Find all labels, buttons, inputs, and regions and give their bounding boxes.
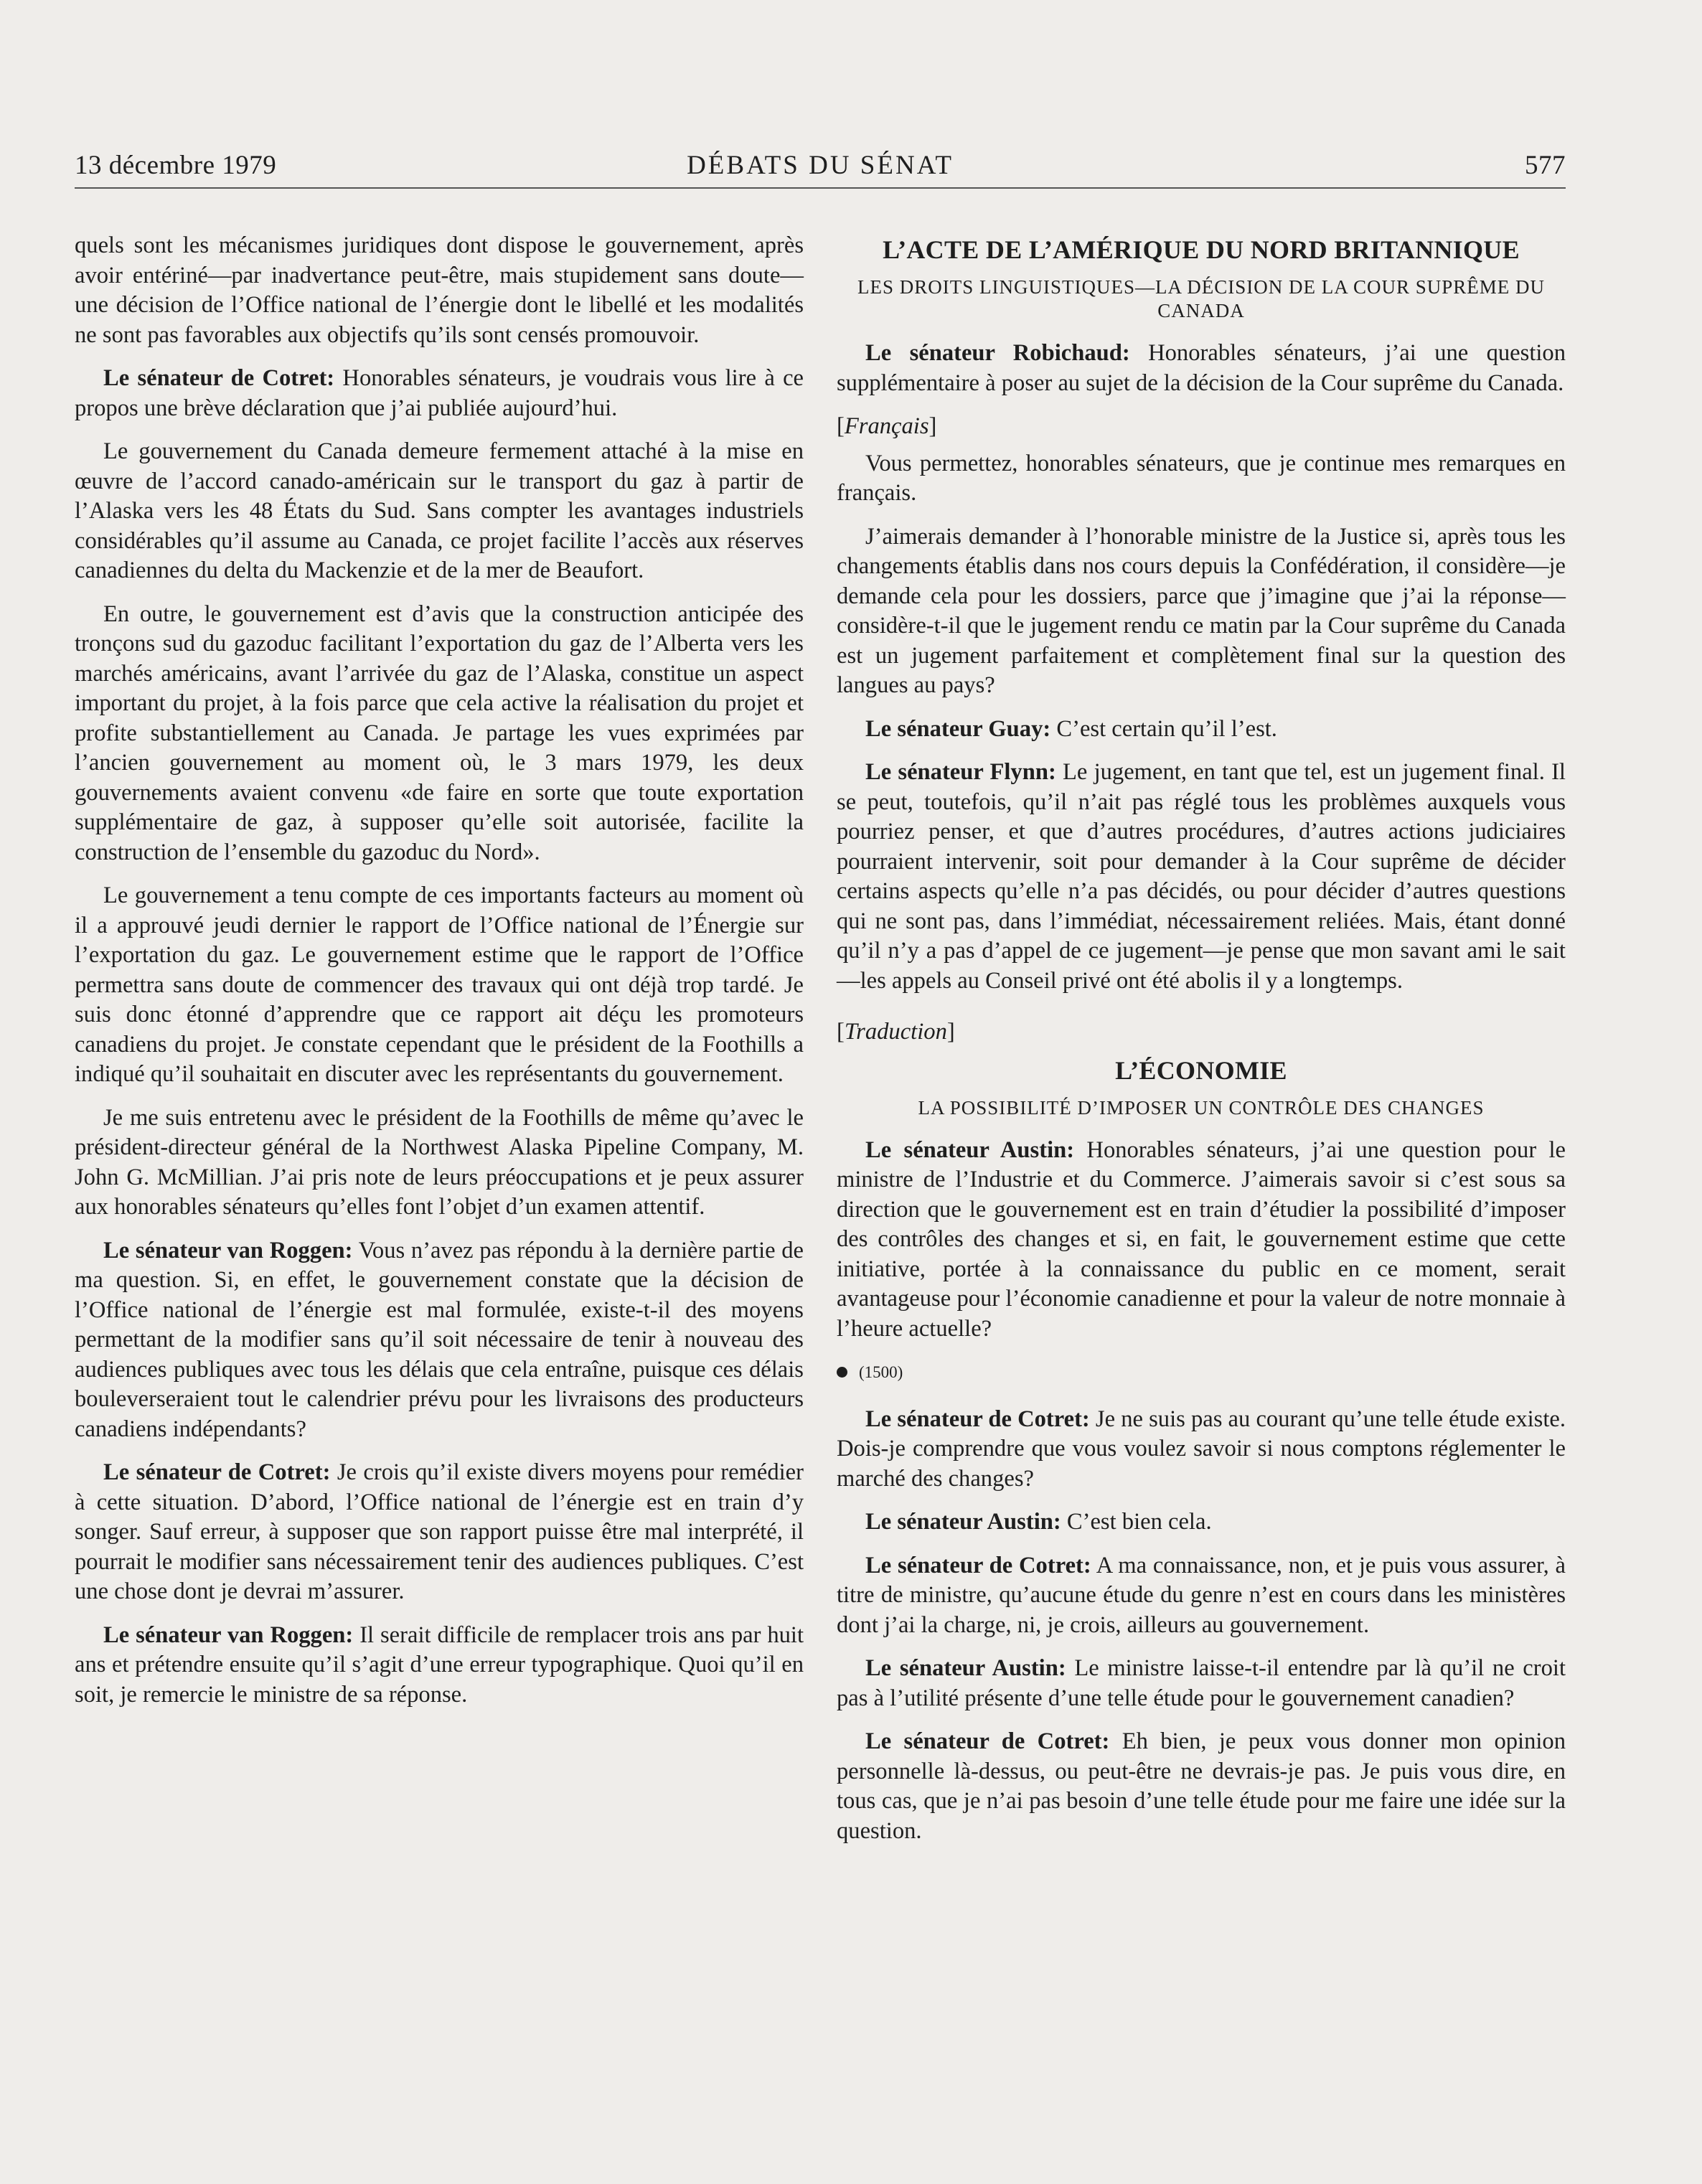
bullet-dot-icon: [837, 1367, 847, 1378]
paragraph: [837, 1136, 1566, 1345]
speech-text: Eh bien, je peux vous donner mon opinion personnelle là-dessus, ou peut-être ne devrais-je pas. Je puis vous dire, en tous cas, que je n’ai pas besoin d’une telle étude pour me faire une idée sur la question.: [837, 1728, 1566, 1844]
header-title: DÉBATS DU SÉNAT: [687, 151, 954, 180]
speaker-name: Le sénateur de Cotret:: [103, 1459, 331, 1485]
speaker-name: Le sénateur Guay:: [865, 715, 1051, 742]
speech-text: Vous n’avez pas répondu à la dernière partie de ma question. Si, en effet, le gouvernement constate que la décision de l’Office national de l’énergie est mal formulée, existe-t-il des moyens permettant de la modifier sans qu’il soit nécessaire de tenir à nouveau des audiences publiques avec tous les délais que cela entraîne, puisque ces délais bouleverseraient tout le calendrier prévu pour les livraisons des producteurs canadiens indépendants?: [75, 1237, 804, 1442]
paragraph: Je me suis entretenu avec le président de la Foothills de même qu’avec le président-directeur général de la Northwest Alaska Pipeline Company, M. John G. McMillian. J’ai pris note de leurs préoccupations et je peux assurer aux honorables sénateurs qu’elles font l’objet d’un examen attentif.: [75, 1104, 804, 1220]
paragraph: [837, 1551, 1566, 1641]
section-heading: L’ACTE DE L’AMÉRIQUE DU NORD BRITANNIQUE: [883, 235, 1520, 264]
header-date: 13 décembre 1979: [75, 151, 277, 180]
right-column: [837, 231, 1566, 1860]
paragraph: Vous permettez, honorables sénateurs, que je continue mes remarques en français.: [837, 450, 1566, 506]
paragraph: [837, 1507, 1566, 1538]
speaker-name: Le sénateur Austin:: [865, 1655, 1066, 1681]
paragraph: [75, 1236, 804, 1445]
speech-text: Le jugement, en tant que tel, est un jugement final. Il se peut, toutefois, qu’il n’ait pas réglé tous les problèmes auxquels vous pourriez penser, et que d’autres procédures, d’autres actions judiciaires pourraient intervenir, soit pour demander à la Cour suprême de décider certains aspects qu’elle n’a pas décidés, ou pour décider d’autres questions qui ne sont pas, dans l’immédiat, nécessairement reliées. Mais, étant donné qu’il n’y a pas d’appel de ce jugement—je pense que mon savant ami le sait—les appels au Conseil privé ont été abolis il y a longtemps.: [837, 759, 1566, 994]
time-marker: (1500): [837, 1357, 1566, 1388]
paragraph: [837, 758, 1566, 996]
speaker-name: Le sénateur Austin:: [865, 1509, 1061, 1535]
paragraph: [837, 1727, 1566, 1846]
paragraph: [75, 1458, 804, 1607]
paragraph: [837, 715, 1566, 745]
speech-text: Je ne suis pas au courant qu’une telle étude existe. Dois-je comprendre que vous voulez savoir si nous comptons réglementer le marché des changes?: [837, 1406, 1566, 1492]
speech-text: C’est certain qu’il l’est.: [1050, 715, 1277, 742]
speaker-name: Le sénateur de Cotret:: [103, 365, 335, 391]
speaker-name: Le sénateur Robichaud:: [865, 340, 1130, 366]
language-tag: [Français]: [837, 413, 937, 439]
speech-text: Le ministre laisse-t-il entendre par là qu’il ne croit pas à l’utilité présente d’une telle étude pour le gouvernement canadien?: [837, 1655, 1566, 1711]
speaker-name: Le sénateur Austin:: [865, 1136, 1075, 1163]
paragraph: [75, 364, 804, 423]
paragraph: [837, 1654, 1566, 1713]
paragraph: J’aimerais demander à l’honorable ministre de la Justice si, après tous les changements établis dans nos cours depuis la Confédération, il considère—je demande cela pour les dossiers, parce que j’imagine que j’ai la réponse—considère-t-il que le jugement rendu ce matin par la Cour suprême du Canada est un jugement parfaitement et complètement final sur la question des langues au pays?: [837, 523, 1566, 698]
paragraph: quels sont les mécanismes juridiques dont dispose le gouvernement, après avoir entériné—par inadvertance peut-être, mais stupidement sans doute—une décision de l’Office national de l’énergie dont le libellé et les modalités ne sont pas favorables aux objectifs qu’ils sont censés promouvoir.: [75, 232, 804, 348]
speaker-name: Le sénateur van Roggen:: [103, 1237, 353, 1263]
paragraph: Le gouvernement a tenu compte de ces importants facteurs au moment où il a approuvé jeudi dernier le rapport de l’Office national de l’Énergie sur l’exportation du gaz. Le gouvernement estime que le rapport de l’Office permettra sans doute de commencer des travaux qui ont déjà trop tardé. Je suis donc étonné d’apprendre que ce rapport ait déçu les promoteurs canadiens du projet. Je constate cependant que le président de la Foothills a indiqué qu’il souhaitait en discuter avec les représentants du gouvernement.: [75, 882, 804, 1087]
section-subheading: LA POSSIBILITÉ D’IMPOSER UN CONTRÔLE DES CHANGES: [918, 1096, 1485, 1119]
speech-text: C’est bien cela.: [1061, 1509, 1212, 1535]
speech-text: Honorables sénateurs, j’ai une question pour le ministre de l’Industrie et du Commerce. J’aimerais savoir si c’est sous sa direction que le gouvernement est en train d’étudier la possibilité d’imposer des contrôles des changes et si, en fait, le gouvernement estime que cette initiative, portée à la connaissance du public en ce moment, serait avantageuse pour l’économie canadienne et pour la valeur de notre monnaie à l’heure actuelle?: [837, 1136, 1566, 1342]
paragraph: Le gouvernement du Canada demeure fermement attaché à la mise en œuvre de l’accord canado-américain sur le transport du gaz à partir de l’Alaska vers les 48 États du Sud. Sans compter les avantages industriels considérables qu’il assume au Canada, ce projet facilite l’accès aux réserves canadiennes du delta du Mackenzie et de la mer de Beaufort.: [75, 438, 804, 583]
section-heading: L’ÉCONOMIE: [1115, 1055, 1287, 1085]
speech-text: Je crois qu’il existe divers moyens pour remédier à cette situation. D’abord, l’Office national de l’énergie est en train d’y songer. Sauf erreur, à supposer que son rapport puisse être mal interprété, il pourrait le modifier sans nécessairement tenir des audiences publiques. C’est une chose dont je devrai m’assurer.: [75, 1459, 804, 1604]
speech-text: Il serait difficile de remplacer trois ans par huit ans et prétendre ensuite qu’il s’agit d’une erreur typographique. Quoi qu’il en soit, je remercie le ministre de sa réponse.: [75, 1621, 804, 1708]
paragraph: [75, 1621, 804, 1710]
paragraph: [837, 339, 1566, 398]
section-subheading: LES DROITS LINGUISTIQUES—LA DÉCISION DE LA COUR SUPRÊME DU CANADA: [857, 276, 1546, 321]
speech-text: A ma connaissance, non, et je puis vous assurer, à titre de ministre, qu’aucune étude du genre n’est en cours dans les ministères dont j’ai la charge, ni, je crois, ailleurs au gouvernement.: [837, 1552, 1566, 1638]
speech-text: Honorables sénateurs, je voudrais vous lire à ce propos une brève déclaration que j’ai publiée aujourd’hui.: [75, 365, 804, 421]
page-header: [75, 147, 1566, 189]
speaker-name: Le sénateur Flynn:: [865, 759, 1056, 785]
language-tag: [Traduction]: [837, 1019, 955, 1045]
page-number: 577: [1525, 151, 1566, 180]
paragraph: [837, 1405, 1566, 1495]
speaker-name: Le sénateur de Cotret:: [865, 1406, 1090, 1432]
speaker-name: Le sénateur de Cotret:: [865, 1728, 1110, 1754]
speech-text: Honorables sénateurs, j’ai une question supplémentaire à poser au sujet de la décision de la Cour suprême du Canada.: [837, 340, 1566, 396]
paragraph: En outre, le gouvernement est d’avis que la construction anticipée des tronçons sud du gazoduc facilitant l’exportation du gaz de l’Alberta vers les marchés américains, avant l’arrivée du gaz de l’Alaska, constitue un aspect important du projet, à la fois parce que cela active la réalisation du projet et profite substantiellement au Canada. Je partage les vues exprimées par l’ancien gouvernement au moment où, le 3 mars 1979, les deux gouvernements avaient convenu «de faire en sorte que toute exportation supplémentaire de gaz, à supposer qu’elle soit autorisée, facilite la construction de l’ensemble du gazoduc du Nord».: [75, 601, 804, 865]
speaker-name: Le sénateur van Roggen:: [103, 1621, 354, 1648]
left-column: [75, 231, 804, 1723]
speaker-name: Le sénateur de Cotret:: [865, 1552, 1091, 1578]
